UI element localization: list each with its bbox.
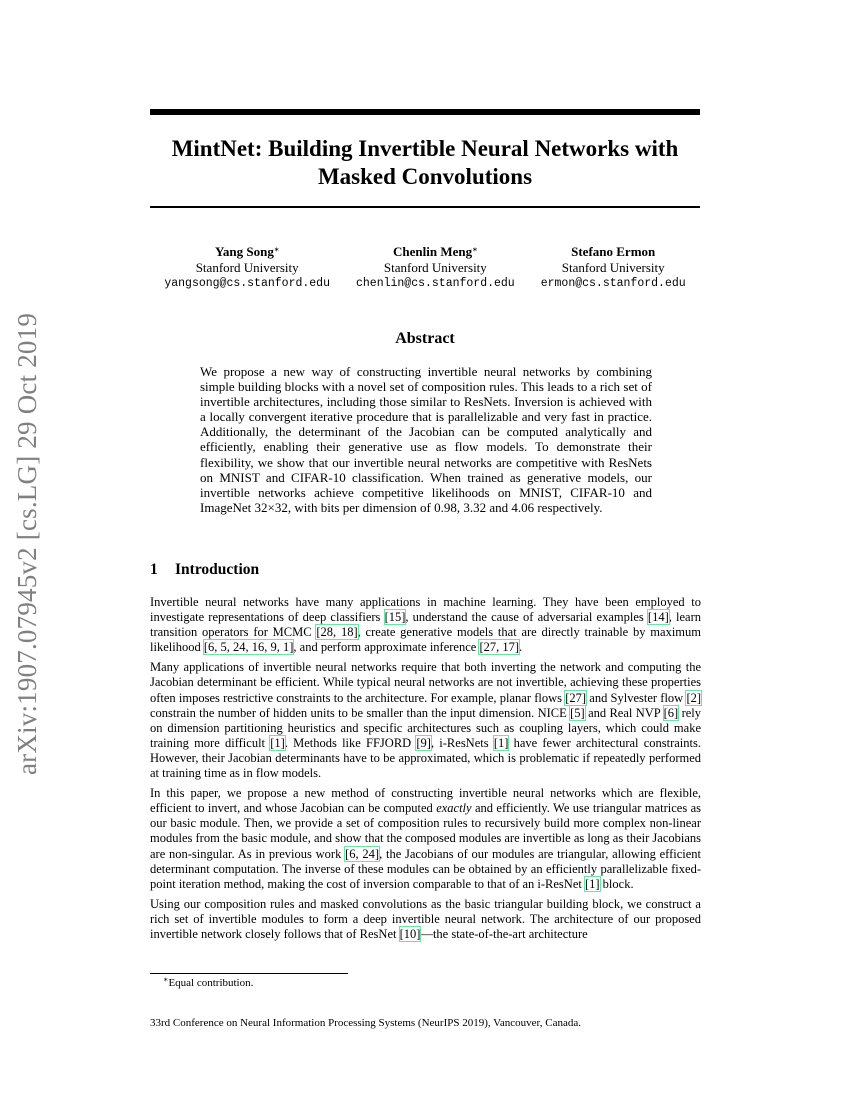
introduction-body	[150, 595, 701, 947]
author-email: ermon@cs.stanford.edu	[540, 277, 686, 290]
text-run: , and perform approximate inference	[293, 640, 480, 655]
author-affiliation: Stanford University	[383, 260, 487, 275]
author-email: chenlin@cs.stanford.edu	[355, 277, 515, 290]
text-run: have fewer architectural constraints. However, their Jacobian determinants have to be approximated, which is problematic if repeatedly performed at training time as in flow models.	[150, 735, 701, 781]
text-run: Using our composition rules and masked convolutions as the basic triangular building block, we construct a rich set of invertible modules to form a deep invertible neural network. The architecture of our proposed invertible network closely follows that of ResNet	[150, 896, 701, 941]
abstract-heading: Abstract	[395, 330, 455, 347]
citation-link[interactable]: [1]	[584, 876, 600, 891]
author-block	[356, 244, 515, 292]
citation-link[interactable]: [6, 24]	[345, 846, 380, 861]
author-name: Stefano Ermon	[571, 244, 656, 259]
citation-link[interactable]: [5]	[570, 705, 585, 720]
text-run: —the state-of-the-art architecture	[420, 926, 588, 941]
text-run: . Methods like FFJORD	[284, 735, 417, 750]
text-run: , create generative models that are directly trainable by maximum likelihood	[150, 625, 701, 655]
citation-link[interactable]: [1]	[270, 735, 285, 750]
footnote	[163, 976, 253, 990]
arxiv-identifier: arXiv:1907.07945v2 [cs.LG] 29 Oct 2019	[12, 312, 42, 775]
footnote-text: Equal contribution.	[168, 977, 254, 989]
text-run: block.	[599, 876, 634, 891]
paragraph	[150, 786, 701, 892]
citation-link[interactable]: [27, 17]	[479, 640, 520, 655]
section-title: Introduction	[175, 561, 260, 578]
text-run: , learn transition operators for MCMC	[150, 610, 702, 640]
author-email: yangsong@cs.stanford.edu	[164, 277, 330, 290]
text-run: and Real NVP	[584, 705, 664, 720]
citation-link[interactable]: [15]	[384, 610, 406, 625]
author-affiliation: Stanford University	[561, 260, 665, 275]
citation-link[interactable]: [6]	[663, 705, 679, 720]
text-run: In this paper, we propose a new method of constructing invertible neural networks which are flexible, efficient to invert, and whose Jacobian can be computed	[150, 786, 701, 816]
text-run: Many applications of invertible neural networks require that both inverting the network and computing the Jacobian determinant be efficient. While typical neural networks are not invertible, achieving these properties often imposes restrictive constraints to the architecture. For example, planar flows	[150, 660, 701, 705]
text-run: and efficiently. We use triangular matrices as our basic module. Then, we provide a set of composition rules to recursively build more complex non-linear modules from the basic module, and show that the composed modules are invertible as long as their Jacobians are non-singular. As in previous work	[150, 801, 702, 861]
paper-title: MintNet: Building Invertible Neural Networks with Masked Convolutions	[171, 136, 679, 189]
emphasis-text: exactly	[436, 801, 472, 816]
abstract-text: We propose a new way of constructing invertible neural networks by combining simple building blocks with a novel set of composition rules. This leads to a rich set of invertible architectures, including those similar to ResNets. Inversion is achieved with a locally convergent iterative procedure that is parallelizable and very fast in practice. Additionally, the determinant of the Jacobian can be computed analytically and efficiently, enabling their generative use as flow models. To demonstrate their flexibility, we show that our invertible neural networks are competitive with ResNets on MNIST and CIFAR-10 classification. When trained as generative models, our invertible networks achieve competitive likelihoods on MNIST, CIFAR-10 and ImageNet 32×32, with bits per dimension of 0.98, 3.32 and 4.06 respectively.	[200, 364, 652, 515]
text-run: , the Jacobians of our modules are triangular, allowing efficient determinant computation. The inverse of these modules can be obtained by an efficiently parallelizable fixed-point iteration method, making the cost of inversion comparable to that of an i-ResNet	[150, 846, 702, 891]
author-name: Yang Song	[214, 244, 274, 259]
text-run: .	[519, 640, 523, 655]
text-run: and Sylvester flow	[586, 690, 687, 705]
footnote-mark: ∗	[163, 975, 169, 984]
citation-link[interactable]: [9]	[416, 735, 431, 750]
text-run: constrain the number of hidden units to be smaller than the input dimension. NICE	[150, 705, 571, 720]
paragraph	[150, 595, 701, 655]
citation-link[interactable]: [1]	[493, 735, 509, 750]
paragraph	[150, 660, 701, 781]
text-run: Invertible neural networks have many applications in machine learning. They have been employed to investigate representations of deep classifiers	[150, 595, 701, 625]
equal-contribution-mark: ∗	[273, 245, 280, 254]
section-heading	[150, 561, 259, 579]
footnote-rule	[150, 973, 348, 974]
citation-link[interactable]: [6, 5, 24, 16, 9, 1]	[203, 640, 294, 655]
title-rule-top	[150, 109, 700, 115]
author-block	[541, 244, 686, 292]
equal-contribution-mark: ∗	[472, 245, 478, 254]
citation-link[interactable]: [28, 18]	[316, 625, 358, 640]
citation-link[interactable]: [10]	[399, 926, 421, 941]
text-run: rely on dimension partitioning heuristics and specific architectures such as coupling layers, which could make training more difficult	[150, 705, 702, 750]
author-list	[150, 244, 700, 292]
paragraph	[150, 897, 701, 942]
title-block	[150, 109, 700, 208]
title-rule-bottom	[150, 206, 700, 208]
author-affiliation: Stanford University	[195, 260, 299, 275]
text-run: , understand the cause of adversarial examples	[405, 610, 648, 625]
citation-link[interactable]: [27]	[565, 690, 587, 705]
section-number: 1	[150, 561, 158, 578]
conference-note: 33rd Conference on Neural Information Processing Systems (NeurIPS 2019), Vancouver, Canada.	[150, 1017, 582, 1029]
author-name: Chenlin Meng	[393, 244, 473, 259]
text-run: , i-ResNets	[430, 735, 494, 750]
citation-link[interactable]: [14]	[647, 610, 669, 625]
citation-link[interactable]: [2]	[686, 690, 702, 705]
author-block	[164, 244, 330, 292]
